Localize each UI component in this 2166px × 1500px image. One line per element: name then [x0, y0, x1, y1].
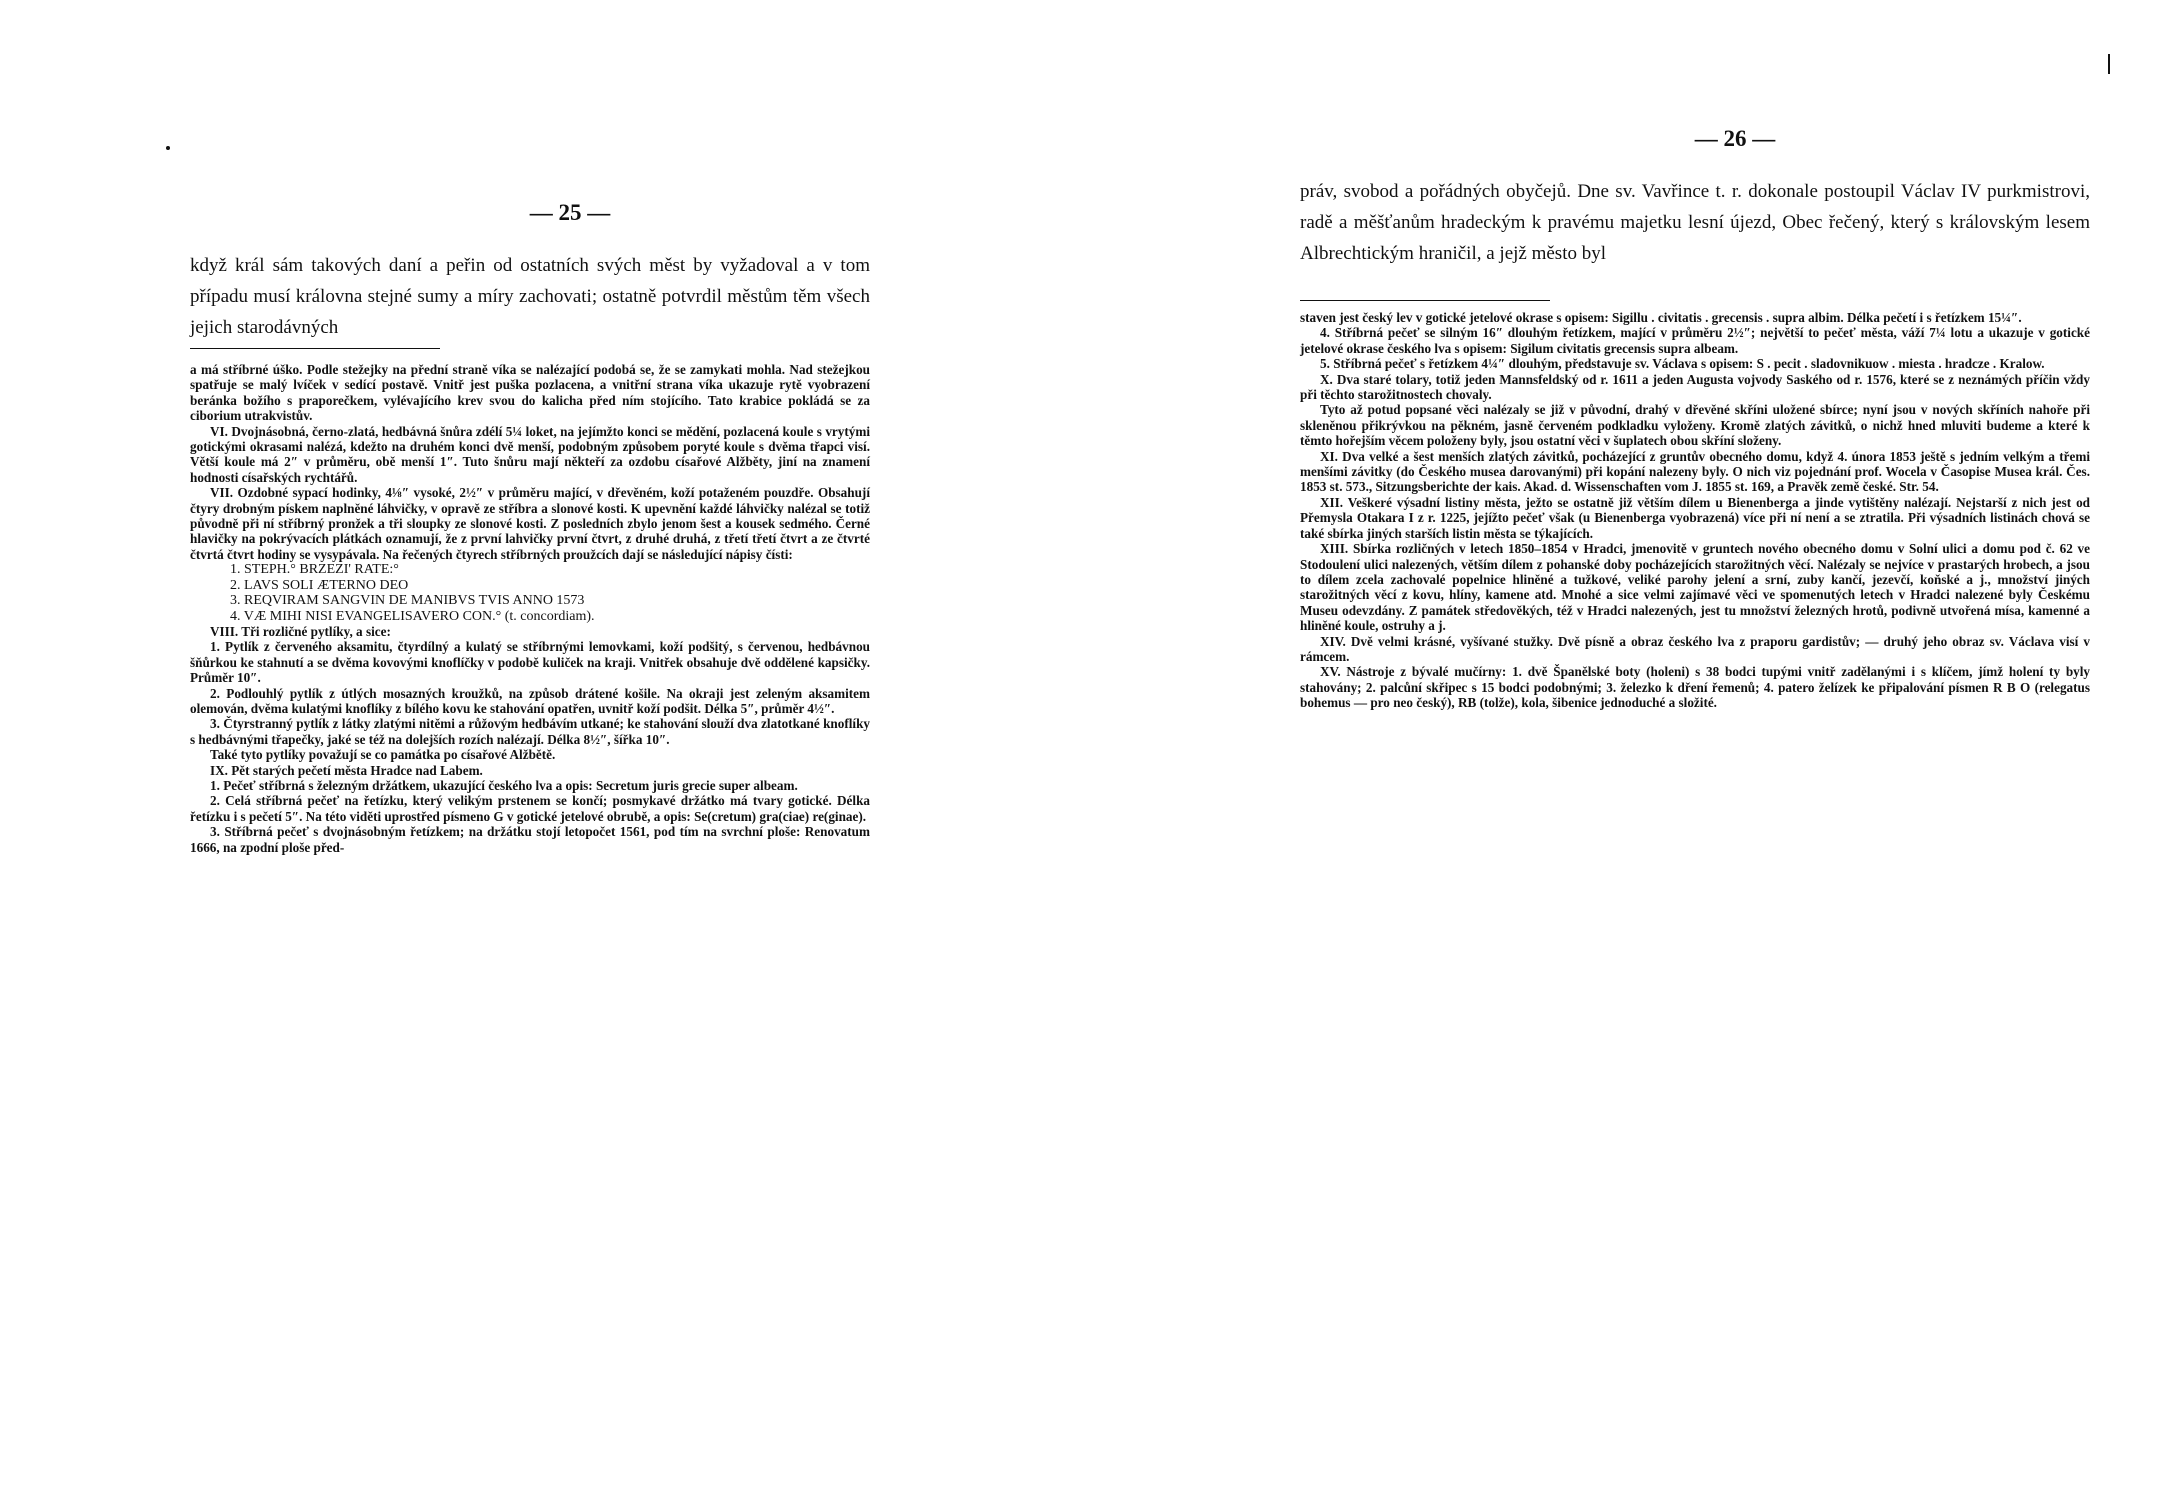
scan-mark — [2108, 54, 2110, 74]
footnote-divider — [190, 348, 440, 349]
note-paragraph: a má stříbrné úško. Podle stežejky na přední straně víka se nalézající podobá se, že se zamykati mohla. Nad stežejkou spatřuje se malý lvíček v sedící postavě. Vnitř jest puška pozlacena, a vnitřní strana víka ukazuje rytě vyobrazení beránka božího s praporečkem, vylévajícího krev svou do kalicha před ním stojícího. Tato krabice pokládá se za ciborium utrakvistův. — [190, 362, 870, 424]
note-paragraph: VII. Ozdobné sypací hodinky, 4⅛″ vysoké, 2½″ v průměru mající, v dřevěném, koží potaženém pouzdře. Obsahují čtyry drobným pískem naplněné láhvičky, v opravě ze stříbra a slonové kosti. K upevnění každé láhvičky nalézal se totiž původně při ní stříbrný pronžek a tři sloupky ze slonové kosti. Z posledních zbylo jenom šest a kousek sedmého. Černé hlavičky na pokrývacích plátkách oznamují, že z první lahvičky první čtvrt, z druhé druhá, z třetí třetí čtvrt a ze čtvrté čtvrtá čtvrt hodiny se vysypávala. Na řečených čtyrech stříbrných proužcích dají se následující nápisy čísti: — [190, 485, 870, 562]
note-paragraph: Tyto až potud popsané věci nalézaly se již v původní, drahý v dřevěné skříni uložené sbírce; nyní jsou v nových skříních nahoře při skleněnou přikrývkou na pěkném, jasně červeném podkladku vyloženy. Kromě zlatých závitků, o nichž hned mluviti budeme a které k těmto hořejším věcem položeny byly, jsou ostatní věci v šuplatech obou skříní složeny. — [1300, 402, 2090, 449]
note-paragraph: 2. Celá stříbrná pečeť na řetízku, který velikým prstenem se končí; posmykavé držátko má tvary gotické. Délka řetízku i s pečetí 5″. Na této viděti uprostřed písmeno G v gotické jetelové obrubě, a opis: Se(cretum) gra(ciae) re(ginae). — [190, 793, 870, 824]
note-paragraph: XI. Dva velké a šest menších zlatých závitků, pocházející z gruntův obecného domu, když 4. února 1853 ještě s jedním velkým a třemi menšími závitky (do Českého musea darovanými) při kopání nalezeny byly. O nich viz pojednání prof. Wocela v Časopise Musea král. Čes. 1853 st. 573., Sitzungsberichte der kais. Akad. d. Wissenschaften vom J. 1855 st. 169, a Pravěk země české. Str. 54. — [1300, 448, 2090, 495]
page-number: — 25 — — [529, 200, 611, 225]
inscription-line: 1. STEPH.° BRZEZI' RATE:° — [230, 562, 399, 578]
footnotes — [1300, 310, 2090, 711]
main-text: práv, svobod a pořádných obyčejů. Dne sv. Vavřince t. r. dokonale postoupil Václav IV purkmistrovi, radě a měšťanům hradeckým k pravému majetku lesní újezd, Obec řečený, který s královským lesem Albrechtickým hraničil, a jejž město byl — [1300, 181, 2090, 264]
scan-mark — [166, 146, 170, 150]
note-paragraph: VIII. Tři rozličné pytlíky, a sice: — [210, 623, 391, 639]
inscription-line: 3. REQVIRAM SANGVIN DE MANIBVS TVIS ANNO 1573 — [230, 593, 585, 609]
note-paragraph: Také tyto pytlíky považují se co památka po císařové Alžbětě. — [210, 747, 556, 763]
note-paragraph: IX. Pět starých pečetí města Hradce nad Labem. — [210, 762, 483, 778]
note-paragraph: staven jest český lev v gotické jetelové okrase s opisem: Sigillu . civitatis . grecensis . supra albim. Délka pečetí i s řetízkem 15¼″. — [1300, 310, 2022, 325]
note-paragraph: XV. Nástroje z bývalé mučírny: 1. dvě Španělské boty (holeni) s 38 bodci tupými vnitř zadělanými i s klíčem, jímž holení ty byly stahovány; 2. palcůní skřipec s 15 bodci podobnými; 3. železko k dření řemenů; 4. patero želízek ke připalování písmen R B O (relegatus bohemus — pro neo český), RB (tolže), kola, šibenice jednoduché a složité. — [1300, 664, 2090, 711]
note-paragraph: VI. Dvojnásobná, černo-zlatá, hedbávná šnůra zdélí 5¼ loket, na jejímžto konci se mědění, pozlacená koule s vrytými gotickými okrasami nalézá, kdežto na druhém konci dvě menší, podobným způsobem poryté koule s dvěma třapci visí. Větší koule má 2″ v průměru, obě menší 1″. Tuto šnůru mají někteří za ozdobu císařové Alžběty, jiní na znamení hodnosti císařských rychtářů. — [190, 423, 870, 485]
inscription-line: 4. VÆ MIHI NISI EVANGELISAVERO CON.° (t. concordiam). — [230, 608, 595, 624]
note-paragraph: XIII. Sbírka rozličných v letech 1850–1854 v Hradci, jmenovitě v gruntech nového obecného domu v Solní ulici a domu pod č. 62 ve Stodoulení ulici nalezených, větším dílem z pohanské doby pocházejících starožitných věcí. Nalézaly se nejvíce v prastarých hrobech, a jsou to dílem zcela zachovalé popelnice hliněné a tužkové, veliké parohy jelení a srní, zuby kančí, jezevčí, koňské a j., množství jiných starožitných věcí z kovu, hlíny, kamene atd. Mnohé a sice velmi zajímavé věci ve spomenutých letech v Hradci nalezené byly Českému Museu odevzdány. Z památek středověkých, též v Hradci nalezených, jest tu množství železných hrotů, podivně utvořená mísa, kamenné a hliněné koule, ostruhy a j. — [1300, 541, 2090, 634]
note-paragraph: X. Dva staré tolary, totiž jeden Mannsfeldský od r. 1611 a jeden Augusta vojvody Saského od r. 1576, které se z neznámých příčin vždy při těchto starožitnostech chovaly. — [1300, 371, 2090, 403]
footnote-divider — [1300, 300, 1550, 301]
note-paragraph: XIV. Dvě velmi krásné, vyšívané stužky. Dvě písně a obraz českého lva z praporu gardistův; — druhý jeho obraz sv. Václava visí v rámcem. — [1300, 633, 2090, 664]
note-paragraph: 4. Stříbrná pečeť se silným 16″ dlouhým řetízkem, mající v průměru 2½″; největší to pečeť města, váží 7¼ lotu a ukazuje v gotické jetelové okrase českého lva s opisem: Sigilum civitatis grecensis supra albeam. — [1300, 325, 2090, 356]
note-paragraph: 3. Čtyrstranný pytlík z látky zlatými nitěmi a růžovým hedbávím utkané; ke stahování slouží dva zlatotkané knoflíky s hedbávnými třapečky, jaké se též na dolejších rozích nalézají. Délka 8½″, šířka 10″. — [190, 716, 870, 747]
note-paragraph: 3. Stříbrná pečeť s dvojnásobným řetízkem; na držátku stojí letopočet 1561, pod tím na svrchní ploše: Renovatum 1666, na zpodní ploše před- — [190, 824, 870, 855]
page-number: — 26 — — [1694, 126, 1776, 151]
note-paragraph: 1. Pečeť stříbrná s železným držátkem, ukazující českého lva a opis: Secretum juris grecie super albeam. — [210, 777, 798, 793]
main-text: když král sám takových daní a peřin od ostatních svých měst by vyžadoval a v tom případu musí královna stejné sumy a míry zachovati; ostatně potvrdil městům těm všech jejich starodávných — [190, 255, 870, 338]
inscription-line: 2. LAVS SOLI ÆTERNO DEO — [230, 577, 409, 593]
note-paragraph: 5. Stříbrná pečeť s řetízkem 4¼″ dlouhým, představuje sv. Václava s opisem: S . pecit . sladovnikuow . miesta . hradcze . Kralow. — [1320, 356, 2045, 372]
note-paragraph: 1. Pytlík z červeného aksamitu, čtyrdílný a kulatý se stříbrnými lemovkami, koží podšitý, s červenou, hedbávnou šňůrkou ke stahnutí a se dvěma kovovými knoflíčky v podobě kuliček na kraji. Vnitřek obsahuje dvě oddělené kapsičky. Průměr 10″. — [190, 639, 870, 686]
note-paragraph: 2. Podlouhlý pytlík z útlých mosazných kroužků, na způsob drátené košile. Na okraji jest zeleným aksamitem olemován, dvěma kulatými knoflíky z bílého kovu ke stahování opatřen, uvnitř koží podšit. Délka 5″, průměr 4½″. — [190, 685, 870, 716]
footnotes — [190, 362, 870, 855]
note-paragraph: XII. Veškeré výsadní listiny města, ježto se ostatně již větším dílem u Bienenberga a jinde vytištěny nalézají. Nejstarší z nich jest od Přemysla Otakara I z r. 1225, jejížto pečeť však (u Bienenberga vyobrazená) více při ní není a se ztratila. Při výsadních listinách chová se také sbírka jiných starších listin města se týkajících. — [1300, 494, 2090, 541]
